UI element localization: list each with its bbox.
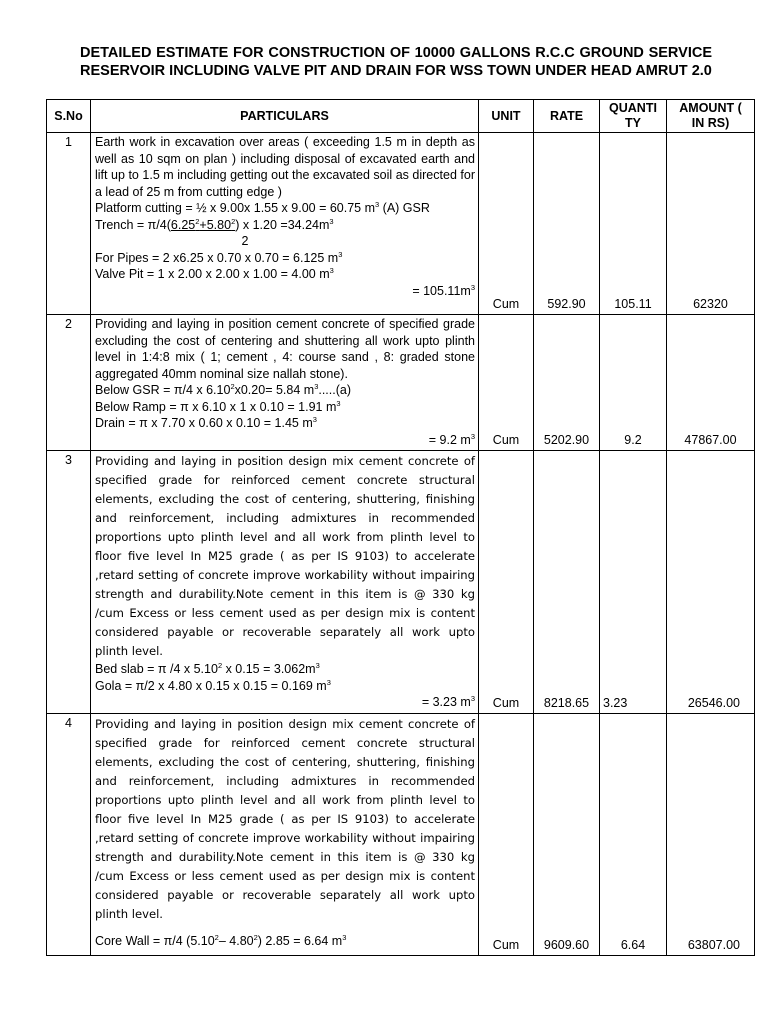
cell-sno: 3 — [47, 451, 91, 714]
calc-line: Gola = π/2 x 4.80 x 0.15 x 0.15 = 0.169 $m^3$ — [95, 677, 331, 693]
calc-line: For Pipes = 2 x6.25 x 0.70 x 0.70 = 6.125 $m^3$ — [95, 249, 343, 265]
cell-particulars — [91, 315, 479, 451]
item-description: Providing and laying in position design mix cement concrete of specified grade for reinforced cement concrete structural elements, excluding the cost of centering, shuttering, finishing and reinforcement, including admixtures in recommended proportions upto plinth level and all work from plinth level to floor five level In M25 grade ( as per IS 9103) to accelerate ,retard setting of concrete improve workability without impairing strength and durability.Note cement in this item is @ 330 kg /cum Excess or less cement used as per design mix is content considered payable or recoverable separately all work upto plinth level. — [95, 454, 475, 658]
calc-line: Below Ramp = π x 6.10 x 1 x 0.10 = 1.91 $m^3$ — [95, 398, 341, 414]
cell-amount: 62320 — [667, 133, 755, 315]
header-unit: UNIT — [479, 100, 534, 133]
item-description: Earth work in excavation over areas ( exceeding 1.5 m in depth as well as 10 sqm on plan ) including disposal of excavated earth and lift up to 1.5 m including getting out the excavated soil as directed for a lead of 25 m from cutting edge ) — [95, 135, 475, 199]
cell-sno: 4 — [47, 713, 91, 955]
cell-sno: 1 — [47, 133, 91, 315]
calc-line: Below GSR = π/4 x $6.10^2x0.20= 5.84$ $m^3.....(a)$ — [95, 382, 352, 397]
calc-line: Valve Pit = 1 x 2.00 x 2.00 x 1.00 = 4.00 $m^3$ — [95, 266, 334, 281]
page-title: DETAILED ESTIMATE FOR CONSTRUCTION OF 10000 GALLONS R.C.C GROUND SERVICE RESERVOIR INCLUDING VALVE PIT AND DRAIN FOR WSS TOWN UNDER HEAD AMRUT 2.0 — [80, 45, 712, 79]
calc-line: Trench = $\pi/4(6.25^2+5.80^2)$ x $1.20 =34.24m^3$ — [95, 216, 334, 232]
cell-quantity: 105.11 — [600, 133, 667, 315]
calc-line: Drain = π x 7.70 x 0.60 x 0.10 = 1.45 $m^3$ — [95, 415, 317, 430]
calc-line: Platform cutting = ½ x 9.00x 1.55 x 9.00 = 60.75 $m^3$ (A) GSR — [95, 200, 430, 215]
table-row — [47, 315, 755, 451]
calc-total: = 3.23 $m^3$ — [421, 694, 475, 709]
header-rate: RATE — [534, 100, 600, 133]
header-sno: S.No — [47, 100, 91, 133]
header-amount: AMOUNT ( IN RS) — [667, 100, 755, 133]
cell-quantity: 6.64 — [600, 713, 667, 955]
item-description: Providing and laying in position cement concrete of specified grade excluding the cost of centering and shuttering all work upto plinth level in 1:4:8 mix ( 1; cement , 4: course sand , 8: graded stone aggregated 40mm nominal size nallah stone). — [95, 317, 475, 381]
cell-rate: 9609.60 — [534, 713, 600, 955]
cell-quantity: 9.2 — [600, 315, 667, 451]
cell-unit: Cum — [479, 713, 534, 955]
cell-rate: 592.90 — [534, 133, 600, 315]
cell-amount: 63807.00 — [667, 713, 755, 955]
cell-sno: 2 — [47, 315, 91, 451]
cell-amount: 47867.00 — [667, 315, 755, 451]
header-particulars: PARTICULARS — [91, 100, 479, 133]
cell-particulars — [91, 713, 479, 955]
cell-particulars — [91, 451, 479, 714]
cell-rate: 5202.90 — [534, 315, 600, 451]
table-header-row — [47, 100, 755, 133]
cell-unit: Cum — [479, 133, 534, 315]
table-row — [47, 451, 755, 714]
calc-line: Bed slab = π /4 x 5.10$^2$ x $0.15 = 3.062m^3$ — [95, 661, 320, 676]
cell-amount: 26546.00 — [667, 451, 755, 714]
table-row — [47, 713, 755, 955]
cell-particulars — [91, 133, 479, 315]
table-row — [47, 133, 755, 315]
estimate-table — [46, 99, 755, 956]
cell-unit: Cum — [479, 315, 534, 451]
cell-quantity: 3.23 — [600, 451, 667, 714]
cell-unit: Cum — [479, 451, 534, 714]
item-description: Providing and laying in position design mix cement concrete of specified grade for reinforced cement concrete structural elements, excluding the cost of centering, shuttering, finishing and reinforcement, including admixtures in recommended proportions upto plinth level and all work from plinth level to floor five level In M25 grade ( as per IS 9103) to accelerate ,retard setting of concrete improve workability without impairing strength and durability.Note cement in this item is @ 330 kg /cum Excess or less cement used as per design mix is content considered payable or recoverable separately all work upto plinth level. — [95, 716, 475, 921]
calc-total: = 9.2 $m^3$ — [428, 431, 475, 447]
cell-rate: 8218.65 — [534, 451, 600, 714]
header-quantity: QUANTI TY — [600, 100, 667, 133]
calc-denominator: 2 — [241, 234, 249, 248]
calc-line: Core Wall = π/4 (5.10$^2$– 4.80$^2$) 2.85 = 6.64 $m^3$ — [95, 932, 347, 948]
calc-total: = $105.11m^3$ — [412, 282, 475, 298]
